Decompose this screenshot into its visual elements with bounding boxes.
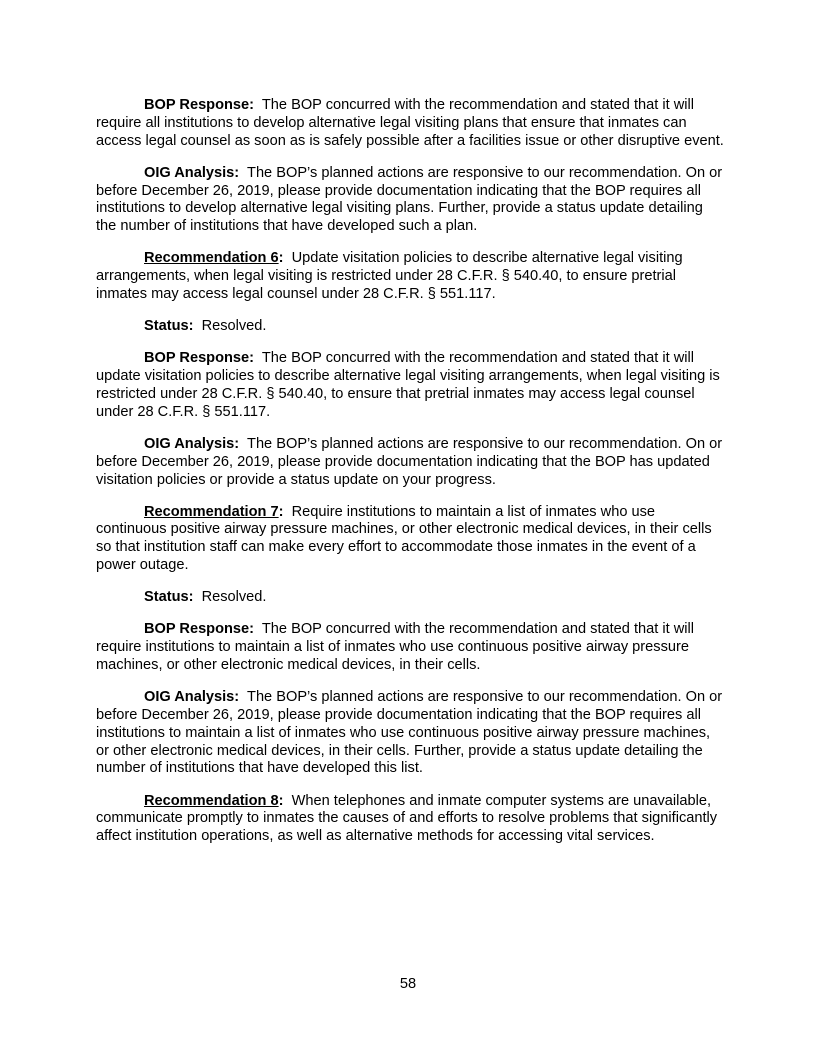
recommendation-6-paragraph: Recommendation 6: Update visitation policies to describe alternative legal visiting arrangements, when legal visiting is restricted under 28 C.F.R. § 540.40, to ensure pretrial inmates may access legal counsel under 28 C.F.R. § 551.117.	[96, 250, 683, 302]
paragraph-text: The BOP’s planned actions are responsive to our recommendation. On or before December 26, 2019, please provide documentation indicating that the BOP has updated visitation policies or provide a status update on your progress.	[96, 435, 723, 488]
recommendation-7-paragraph: Recommendation 7: Require institutions to maintain a list of inmates who use continuous positive airway pressure machines, or other electronic medical devices, in their cells so that institution staff can make every effort to accommodate those inmates in the event of a power outage.	[96, 503, 712, 574]
paragraph-text: The BOP concurred with the recommendation and stated that it will require institutions to maintain a list of inmates who use continuous positive airway pressure machines, or other electronic medical devices, in their cells.	[96, 621, 694, 674]
paragraph-lead: Status:	[144, 589, 194, 606]
paragraph-text: When telephones and inmate computer systems are unavailable, communicate promptly to inmates the causes of and efforts to resolve problems that significantly affect institution operations, as well as alternative methods for accessing vital services.	[96, 792, 718, 845]
paragraph-lead: OIG Analysis:	[144, 689, 240, 706]
paragraph-lead: BOP Response:	[144, 621, 255, 638]
recommendation-heading: Recommendation 7	[144, 503, 279, 520]
paragraph-text: The BOP concurred with the recommendation and stated that it will update visitation policies to describe alternative legal visiting arrangements, when legal visiting is restricted under 28 C.F.R. § 540.40, to ensure that pretrial inmates may access legal counsel under 28 C.F.R. § 551.117.	[96, 350, 720, 420]
status-paragraph	[96, 318, 726, 336]
paragraph-text: The BOP’s planned actions are responsive to our recommendation. On or before December 26, 2019, please provide documentation indicating that the BOP requires all institutions to maintain a list of inmates who use continuous positive airway pressure machines, or other electronic medical devices, in their cells. Further, provide a status update detailing the number of institutions that have developed this list.	[96, 689, 723, 777]
paragraph-lead: OIG Analysis:	[144, 164, 240, 181]
recommendation-heading: Recommendation 8	[144, 792, 279, 809]
paragraph-lead: BOP Response:	[144, 350, 255, 367]
paragraph-text: Resolved.	[201, 589, 267, 606]
oig-analysis-paragraph	[96, 165, 726, 236]
oig-analysis-paragraph	[96, 689, 726, 778]
paragraph-lead: BOP Response:	[144, 97, 255, 113]
document-page	[96, 97, 726, 860]
bop-response-paragraph	[96, 350, 726, 421]
recommendation-heading: Recommendation 6	[144, 250, 279, 267]
page-number: 58	[399, 976, 417, 992]
recommendation-8-paragraph: Recommendation 8: When telephones and inmate computer systems are unavailable, communicate promptly to inmates the causes of and efforts to resolve problems that significantly affect institution operations, as well as alternative methods for accessing vital services.	[96, 792, 718, 845]
paragraph-text: Resolved.	[201, 318, 267, 335]
paragraph-text: The BOP’s planned actions are responsive to our recommendation. On or before December 26, 2019, please provide documentation indicating that the BOP requires all institutions to develop alternative legal visiting plans. Further, provide a status update detailing the number of institutions that have developed such a plan.	[96, 164, 723, 235]
bop-response-paragraph	[96, 621, 726, 674]
bop-response-paragraph	[96, 97, 726, 150]
paragraph-text: Require institutions to maintain a list of inmates who use continuous positive airway pressure machines, or other electronic medical devices, in their cells so that institution staff can make every effort to accommodate those inmates in the event of a power outage.	[96, 503, 712, 574]
paragraph-text: The BOP concurred with the recommendation and stated that it will require all institutions to develop alternative legal visiting plans that ensure that inmates can access legal counsel as soon as is safely possible after a facilities issue or other disruptive event.	[96, 97, 724, 149]
paragraph-text: Update visitation policies to describe alternative legal visiting arrangements, when legal visiting is restricted under 28 C.F.R. § 540.40, to ensure pretrial inmates may access legal counsel under 28 C.F.R. § 551.117.	[96, 250, 683, 302]
paragraph-lead: Status:	[144, 318, 194, 335]
oig-analysis-paragraph	[96, 436, 726, 489]
paragraph-lead: OIG Analysis:	[144, 435, 240, 452]
status-paragraph	[96, 589, 726, 607]
